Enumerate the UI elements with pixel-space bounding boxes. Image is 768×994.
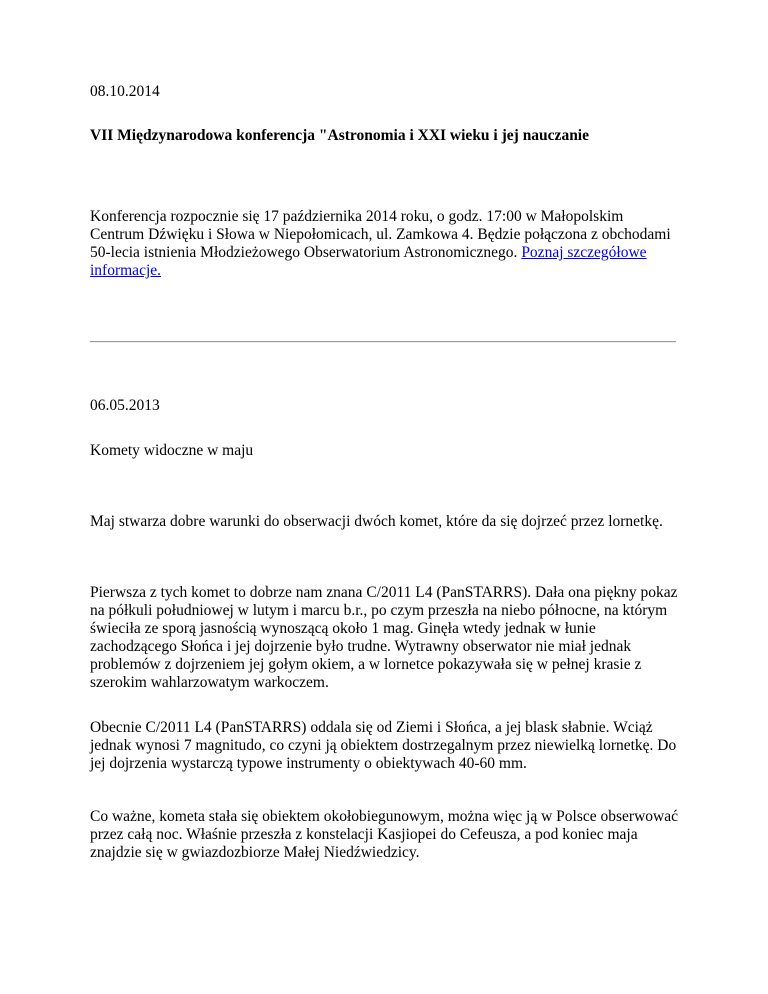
article-2-date: 06.05.2013 [90, 397, 160, 414]
article-1-body [90, 208, 680, 280]
details-link[interactable]: Poznaj szczegółowe informacje. [90, 244, 647, 279]
article-1-title: VII Międzynarodowa konferencja "Astronomia i XXI wieku i jej nauczanie [90, 127, 589, 144]
article-2-paragraph-2: Pierwsza z tych komet to dobrze nam znana C/2011 L4 (PanSTARRS). Dała ona piękny pokaz na półkuli południowej w lutym i marcu b.r., po czym przeszła na niebo północne, na którym świeciła ze sporą jasnością wynoszącą około 1 mag. Ginęła wtedy jednak w łunie zachodzącego Słońca i jej dojrzenie było trudne. Wytrawny obserwator nie miał jednak problemów z dojrzeniem jej gołym okiem, a w lornetce pokazywała się w pełnej krasie z szerokim wahlarzowatym warkoczem. [90, 584, 678, 691]
article-2-paragraph-1: Maj stwarza dobre warunki do obserwacji dwóch komet, które da się dojrzeć przez lornetkę. [90, 513, 663, 530]
article-1-body-text: Konferencja rozpocznie się 17 października 2014 roku, o godz. 17:00 w Małopolskim Centrum Dźwięku i Słowa w Niepołomicach, ul. Zamkowa 4. Będzie połączona z obchodami 50-lecia istnienia Młodzieżowego Obserwatorium Astronomicznego. [90, 208, 671, 261]
article-2-title: Komety widoczne w maju [90, 442, 254, 459]
separator-line [90, 341, 676, 343]
article-2-paragraph-4: Co ważne, kometa stała się obiektem okołobiegunowym, można więc ją w Polsce obserwować przez całą noc. Właśnie przeszła z konstelacji Kasjiopei do Cefeusza, a pod koniec maja znajdzie się w gwiazdozbiorze Małej Niedźwiedzicy. [90, 808, 678, 861]
article-2-paragraph-3: Obecnie C/2011 L4 (PanSTARRS) oddala się od Ziemi i Słońca, a jej blask słabnie. Wciąż jednak wynosi 7 magnitudo, co czyni ją obiektem dostrzegalnym przez niewielką lornetkę. Do jej dojrzenia wystarczą typowe instrumenty o obiektywach 40-60 mm. [90, 719, 677, 772]
article-1-date: 08.10.2014 [90, 83, 160, 100]
